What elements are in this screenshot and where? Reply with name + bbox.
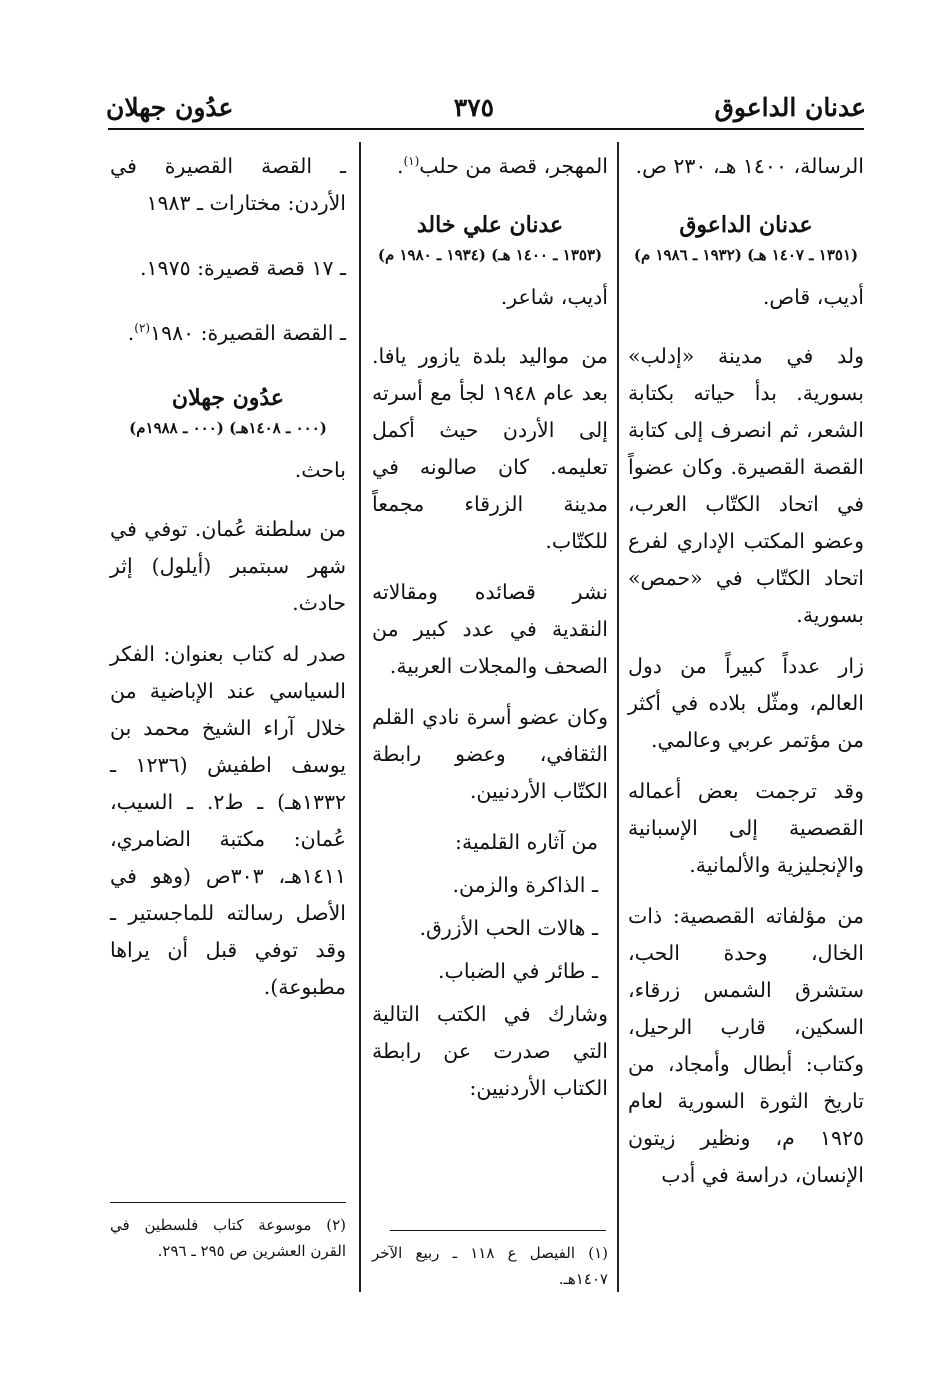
column-right [628, 148, 864, 1333]
footnote-ref: (٢) [134, 321, 151, 336]
footnote-rule [110, 1202, 346, 1203]
entry-paragraph: ولد في مدينة «إدلب» بسورية. بدأ حياته بكتابة الشعر، ثم انصرف إلى كتابة القصة القصيرة. وكان عضواً في اتحاد الكتّاب العرب، وعضو المكتب الإداري لفرع اتحاد الكتّاب في «حمص» بسورية. [628, 344, 864, 627]
entry-role: أديب، قاص. [762, 285, 864, 309]
entry-paragraph: صدر له كتاب بعنوان: الفكر السياسي عند الإباضية من خلال آراء الشيخ محمد بن يوسف اطفيش (١٢٣٦ ـ ١٣٣٢هـ) ـ ط٢. ـ السيب، عُمان: مكتبة الضامري، ١٤١١هـ، ٣٠٣ص (وهو في الأصل رسالته للماجستير ـ وقد توفي قبل أن يراها مطبوعة). [110, 642, 346, 999]
entry-role: أديب، شاعر. [500, 285, 608, 309]
entry-title: عدنان الداعوق [679, 212, 813, 238]
entry-role: باحث. [294, 458, 346, 482]
entry-paragraph: من مواليد بلدة يازور يافا. بعد عام ١٩٤٨ لجأ مع أسرته إلى الأردن حيث أكمل تعليمه. كان صالونه في مدينة الزرقاء مجمعاً للكتّاب. [372, 344, 609, 553]
entry-dates: (١٣٥٣ ـ ١٤٠٠ هـ) (١٩٣٤ ـ ١٩٨٠ م) [377, 246, 603, 264]
list-item: ـ القصة القصيرة في الأردن: مختارات ـ ١٩٨٣ [110, 154, 346, 215]
entry-title: عدنان علي خالد [416, 212, 564, 238]
entry-dates: (١٣٥١ ـ ١٤٠٧ هـ) (١٩٣٢ ـ ١٩٨٦ م) [633, 246, 859, 264]
list-item-text: ـ القصة القصيرة: ١٩٨٠ [150, 321, 346, 345]
continued-text [372, 148, 608, 185]
column-left [110, 148, 346, 1333]
column-divider-right [617, 142, 619, 1292]
header-right-title: عدنان الداعوق [714, 92, 866, 122]
list-item [110, 315, 346, 352]
work-item: ـ طائر في الضباب. [438, 959, 598, 983]
entry-title: عدُون جهلان [171, 385, 285, 411]
entry-paragraph: وكان عضو أسرة نادي القلم الثقافي، وعضو رابطة الكتّاب الأردنيين. [372, 705, 608, 803]
entry-paragraph: وشارك في الكتب التالية التي صدرت عن رابطة الكتاب الأردنيين: [372, 1002, 608, 1100]
work-item: ـ الذاكرة والزمن. [452, 873, 598, 897]
page-number: ٣٧٥ [453, 92, 495, 122]
header-rule [108, 128, 864, 130]
list-item-end: . [127, 321, 135, 345]
column-divider-left [359, 142, 361, 1292]
work-item: ـ هالات الحب الأزرق. [419, 916, 598, 940]
entry-dates: (٠٠٠ ـ ١٤٠٨هـ) (٠٠٠ ـ ١٩٨٨م) [129, 419, 327, 437]
entry-paragraph: نشر قصائده ومقالاته النقدية في عدد كبير من الصحف والمجلات العربية. [372, 580, 608, 678]
entry-paragraph: من سلطنة عُمان. توفي في شهر سبتمبر (أيلول) إثر حادث. [110, 517, 346, 615]
entry-paragraph: زار عدداً كبيراً من دول العالم، ومثّل بلاده في أكثر من مؤتمر عربي وعالمي. [628, 654, 864, 752]
footnote: (٢) موسوعة كتاب فلسطين في القرن العشرين ص ٢٩٥ ـ ٢٩٦. [110, 1216, 346, 1260]
continued-text: الرسالة، ١٤٠٠ هـ، ٢٣٠ ص. [635, 154, 864, 178]
running-header [106, 84, 866, 130]
footnote-ref: (١) [403, 154, 420, 169]
list-item: ـ ١٧ قصة قصيرة: ١٩٧٥. [140, 256, 346, 280]
footnote: (١) الفيصل ع ١١٨ ـ ربيع الآخر ١٤٠٧هـ. [372, 1244, 608, 1288]
header-left-title: عدُون جهلان [106, 92, 234, 122]
works-heading: من آثاره القلمية: [455, 830, 598, 854]
continued-text-body: المهجر، قصة من حلب [419, 154, 608, 178]
continued-text-end: . [396, 154, 404, 178]
entry-paragraph: من مؤلفاته القصصية: ذات الخال، وحدة الحب، ستشرق الشمس زرقاء، السكين، قارب الرحيل، وكتاب: أبطال وأمجاد، من تاريخ الثورة السورية لعام ١٩٢٥ م، ونظير زيتون الإنسان، دراسة في أدب [628, 904, 864, 1187]
footnote-rule [390, 1230, 606, 1231]
column-middle [372, 148, 608, 1333]
entry-paragraph: وقد ترجمت بعض أعماله القصصية إلى الإسبانية والإنجليزية والألمانية. [628, 779, 864, 877]
